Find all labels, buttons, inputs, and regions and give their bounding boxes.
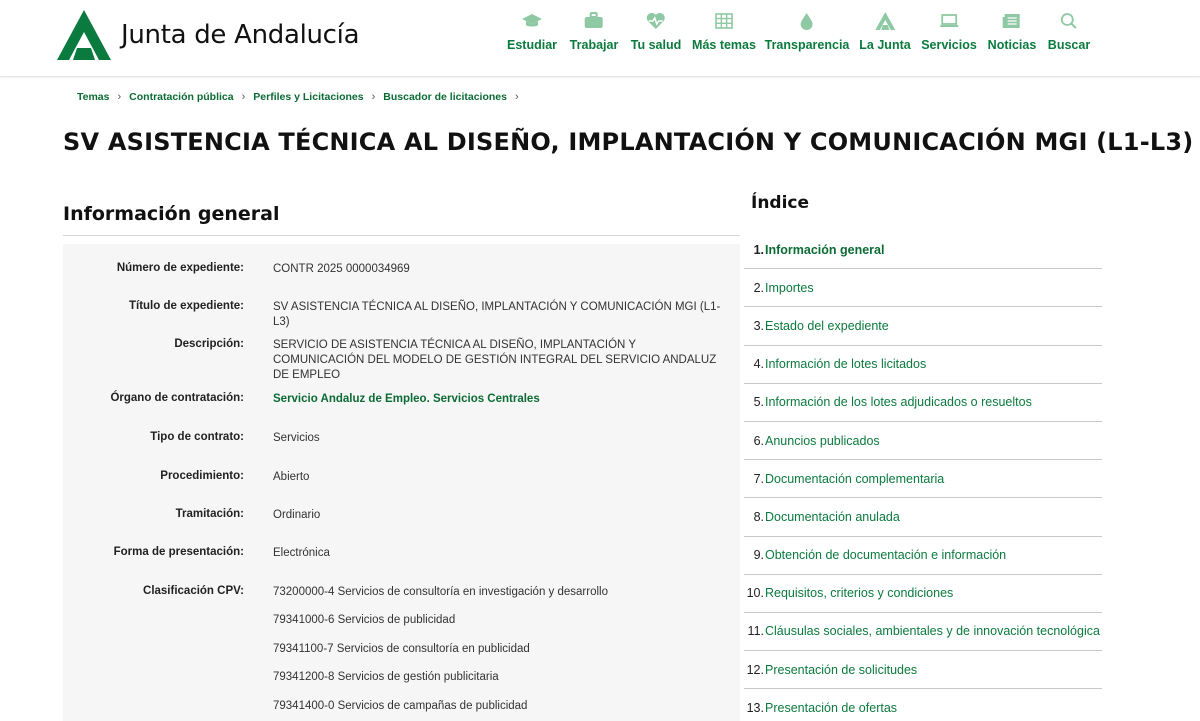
index-item-lotes-licitados[interactable]: 4. Información de lotes licitados [744, 346, 1102, 384]
chevron-right-icon: › [371, 91, 376, 103]
drop-icon [797, 12, 817, 30]
nav-trabajar[interactable]: Trabajar [570, 12, 619, 54]
graduation-cap-icon [522, 12, 542, 30]
index-item-obtencion-documentacion[interactable]: 9. Obtención de documentación e información [744, 537, 1102, 575]
index-list [744, 231, 1102, 721]
main-nav [0, 12, 1200, 62]
breadcrumb-contratacion-publica[interactable]: Contratación pública [129, 91, 234, 103]
cpv-item: 73200000-4 Servicios de consultoría en investigación y desarrollo [273, 586, 608, 598]
section-divider [63, 235, 740, 236]
breadcrumb [77, 91, 527, 103]
index-item-documentacion-complementaria[interactable]: 7. Documentación complementaria [744, 460, 1102, 498]
chevron-right-icon: › [241, 91, 246, 103]
chevron-right-icon: › [117, 91, 122, 103]
general-info-panel: Número de expediente: CONTR 2025 0000034969 Título de expediente: SV ASISTENCIA TÉCNICA AL DISEÑO, IMPLANTACIÓN Y COMUNICACIÓN MGI (L1-L3) Descripción: SERVICIO DE ASISTENCIA TÉCNICA AL DISEÑO, IMPLANTACIÓN Y COMUNICACIÓN DEL MODELO DE GESTIÓN INTEGRAL DEL SERVICIO ANDALUZ DE EMPLEO Órgano de contratación: Servicio Andaluz de Empleo. Servicios Centrales Tipo de contrato: Servicios Procedimiento: Abierto Tramitación: Ordinario Forma de presentación: Electrónica Clasificación CPV: 73200000-4 Servicios de consultoría en investigación y desarrollo 79341000-6 Servicios de publicidad 79341100-7 Servicios de consultoría en publicidad 79341200-8 Servicios de gestión publicitaria 79341400-0 Servicios de campañas de publicidad [63, 244, 740, 721]
index-item-documentacion-anulada[interactable]: 8. Documentación anulada [744, 498, 1102, 536]
index-item-presentacion-ofertas[interactable]: 13. Presentación de ofertas [744, 689, 1102, 721]
cpv-item: 79341200-8 Servicios de gestión publicitaria [273, 671, 499, 684]
index-item-estado-expediente[interactable]: 3. Estado del expediente [744, 307, 1102, 345]
nav-mas-temas[interactable]: Más temas [692, 12, 756, 54]
breadcrumb-temas[interactable]: Temas [77, 91, 110, 103]
index-item-presentacion-solicitudes[interactable]: 12. Presentación de solicitudes [744, 651, 1102, 689]
nav-buscar[interactable]: Buscar [1048, 12, 1090, 54]
nav-servicios[interactable]: Servicios [921, 12, 977, 54]
heart-pulse-icon [646, 12, 666, 30]
junta-small-logo-icon [875, 12, 895, 30]
nav-noticias[interactable]: Noticias [988, 12, 1037, 54]
index-title: Índice [751, 193, 810, 213]
index-item-anuncios-publicados[interactable]: 6. Anuncios publicados [744, 422, 1102, 460]
site-header [0, 0, 1200, 77]
cpv-item: 79341100-7 Servicios de consultoría en publicidad [273, 642, 530, 655]
breadcrumb-perfiles-licitaciones[interactable]: Perfiles y Licitaciones [253, 91, 364, 103]
nav-tu-salud[interactable]: Tu salud [631, 12, 681, 54]
cpv-item: 79341000-6 Servicios de publicidad [273, 614, 456, 627]
nav-transparencia[interactable]: Transparencia [765, 12, 850, 54]
chevron-right-icon: › [514, 91, 519, 103]
nav-estudiar[interactable]: Estudiar [507, 12, 557, 54]
section-heading-general: Información general [63, 203, 280, 225]
index-item-lotes-adjudicados[interactable]: 5. Información de los lotes adjudicados o resueltos [744, 384, 1102, 422]
briefcase-icon [584, 12, 604, 30]
page-title: SV ASISTENCIA TÉCNICA AL DISEÑO, IMPLANTACIÓN Y COMUNICACIÓN MGI (L1-L3) [63, 128, 1194, 156]
newspaper-icon [1002, 12, 1022, 30]
breadcrumb-buscador-licitaciones[interactable]: Buscador de licitaciones [383, 91, 507, 103]
search-icon [1059, 12, 1079, 30]
index-item-informacion-general[interactable]: 1. Información general [744, 231, 1102, 269]
grid-icon [714, 12, 734, 30]
index-item-clausulas-sociales[interactable]: 11. Cláusulas sociales, ambientales y de innovación tecnológica [744, 613, 1102, 651]
nav-la-junta[interactable]: La Junta [859, 12, 910, 54]
index-item-requisitos-criterios[interactable]: 10. Requisitos, criterios y condiciones [744, 575, 1102, 613]
index-item-importes[interactable]: 2. Importes [744, 269, 1102, 307]
laptop-icon [939, 12, 959, 30]
logo-text: Junta de Andalucía [121, 20, 360, 50]
organo-contratacion-link[interactable]: Servicio Andaluz de Empleo. Servicios Centrales [273, 393, 540, 405]
cpv-list [273, 585, 723, 721]
cpv-item: 79341400-0 Servicios de campañas de publicidad [273, 699, 528, 712]
